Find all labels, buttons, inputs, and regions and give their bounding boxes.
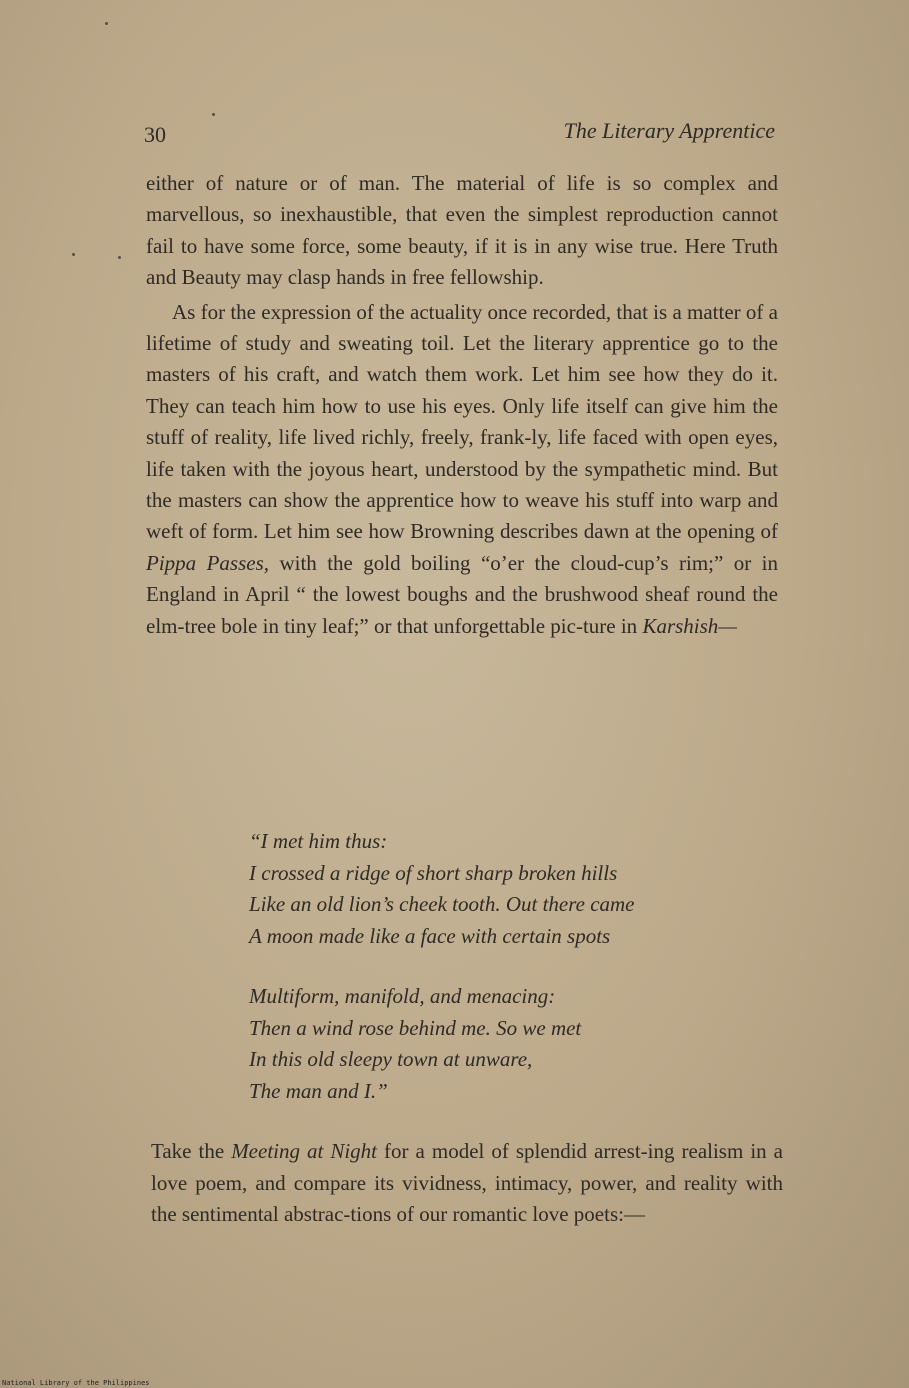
verse-line: I crossed a ridge of short sharp broken hills (249, 860, 618, 885)
paragraph-2-text-a: As for the expression of the actuality once recorded, that is a matter of a lifetime of study and sweating toil. Let the literary apprentice go to the masters of his craft, and watch them work. Let him see how they do it. They can teach him how to use his eyes. Only life itself can give him the stuff of reality, life lived richly, freely, frank-ly, life faced with open eyes, life taken with the joyous heart, understood by the sympathetic mind. But the masters can show the apprentice how to weave his stuff into warp and weft of form. Let him see how Browning describes dawn at the opening of (146, 299, 778, 544)
title-meeting-at-night: Meeting at Night (231, 1139, 378, 1163)
page-number: 30 (144, 122, 166, 147)
verse-line: Like an old lion’s cheek tooth. Out there came (249, 892, 635, 916)
verse-line: In this old sleepy town at unware, (249, 1047, 533, 1071)
paragraph-3-text-b: for a model of splendid arrest-ing realism in a love poem, and compare its vividness, intimacy, power, and reality with the sentimental abstrac-tions of our romantic love poets:— (151, 1139, 783, 1226)
verse-line: Then a wind rose behind me. So we met (249, 1015, 582, 1040)
verse-line: “I met him thus: (249, 829, 388, 853)
title-karshish: Karshish— (642, 613, 737, 638)
verse-line: A moon made like a face with certain spots (249, 923, 611, 948)
dust-speck (72, 253, 75, 256)
dust-speck (212, 113, 215, 116)
paragraph-1: either of nature or of man. The material of life is so complex and marvellous, so inexhaustible, that even the simplest reproduction cannot fail to have some force, some beauty, if it is in any wise true. Here Truth and Beauty may clasp hands in free fellowship. (146, 171, 778, 290)
paragraph-2-text-b: with the gold boiling “o’er the cloud-cup’s rim;” or in England in April “ the lowest boughs and the brushwood sheaf round the elm-tree bole in tiny leaf;” or that unforgettable pic-ture in (146, 550, 779, 638)
running-head: The Literary Apprentice (563, 118, 775, 143)
dust-speck (105, 22, 108, 25)
verse-quote (249, 826, 789, 1107)
stanza-gap (249, 952, 789, 981)
verse-line: Multiform, manifold, and menacing: (249, 984, 556, 1008)
paragraph-3-text-a: Take the (151, 1139, 232, 1163)
title-pippa-passes: Pippa Passes, (146, 550, 270, 575)
paragraph-2 (146, 297, 778, 642)
verse-line: The man and I.” (249, 1078, 388, 1103)
paragraph-3 (151, 1136, 783, 1231)
body-text (146, 168, 778, 645)
footer-credit: National Library of the Philippines (2, 1379, 150, 1387)
dust-speck (118, 256, 121, 259)
